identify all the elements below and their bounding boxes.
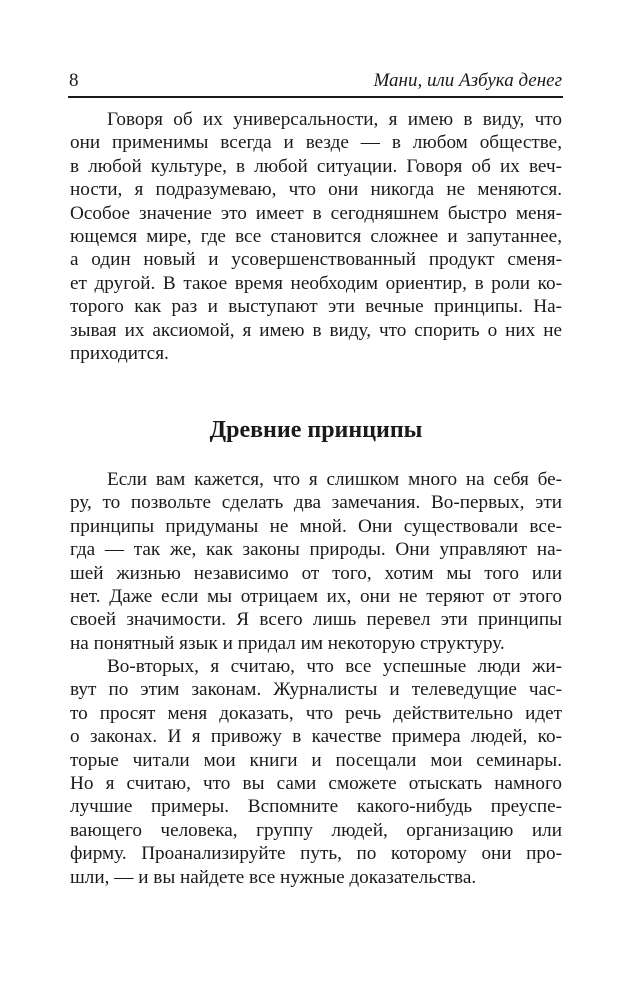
text-line: в любой культуре, в любой ситуации. Говоря об их веч- [70, 155, 562, 177]
text-line: шли, — и вы найдете все нужные доказательства. [70, 866, 477, 888]
text-line: гда — так же, как законы природы. Они управляют на- [70, 539, 562, 561]
text-line: ности, я подразумеваю, что они никогда не меняются. [70, 179, 562, 201]
text-line: шей жизнью независимо от того, хотим мы того или [70, 562, 562, 584]
text-line: принципы придуманы не мной. Они существовали все- [70, 515, 562, 537]
header-rule [68, 96, 563, 98]
paragraph-3 [70, 655, 562, 889]
text-line: вающего человека, группу людей, организацию или [70, 819, 562, 841]
text-line: нет. Даже если мы отрицаем их, они не теряют от этого [70, 586, 562, 608]
paragraph-1 [70, 108, 562, 365]
text-line: ющемся мире, где все становится сложнее и запутаннее, [70, 226, 562, 248]
text-line: лучшие примеры. Вспомните какого-нибудь преуспе- [70, 796, 562, 818]
text-line: а один новый и усовершенствованный продукт сменя- [70, 249, 562, 271]
text-line: Говоря об их универсальности, я имею в виду, что [107, 109, 562, 130]
text-line: торого как раз и выступают эти вечные принципы. На- [70, 296, 562, 318]
text-line: Если вам кажется, что я слишком много на себя бе- [107, 469, 562, 490]
text-line: Особое значение это имеет в сегодняшнем быстро меня- [70, 202, 562, 224]
running-title: Мани, или Азбука денег [373, 70, 562, 91]
text-line: приходится. [70, 343, 169, 365]
text-line: то просят меня доказать, что речь действительно идет [70, 702, 562, 724]
text-line: ру, то позвольте сделать два замечания. Во-первых, эти [70, 492, 562, 514]
paragraph-2 [70, 468, 562, 655]
text-line: на понятный язык и придал им некоторую структуру. [70, 632, 505, 654]
text-line: Во-вторых, я считаю, что все успешные люди жи- [107, 656, 562, 677]
text-line: своей значимости. Я всего лишь перевел эти принципы [70, 609, 562, 631]
text-line: Но я считаю, что вы сами сможете отыскать намного [70, 773, 562, 795]
text-line: они применимы всегда и везде — в любом обществе, [70, 132, 562, 154]
text-line: торые читали мои книги и посещали мои семинары. [70, 749, 562, 771]
text-line: вут по этим законам. Журналисты и телеведущие час- [70, 679, 562, 701]
text-line: фирму. Проанализируйте путь, по которому они про- [70, 843, 562, 865]
text-line: о законах. И я привожу в качестве примера людей, ко- [70, 726, 562, 748]
text-line: зывая их аксиомой, я имею в виду, что спорить о них не [70, 319, 562, 341]
page-number: 8 [69, 70, 79, 91]
text-line: ет другой. В такое время необходим ориентир, в роли ко- [70, 272, 562, 294]
section-heading: Древние принципы [209, 417, 423, 443]
